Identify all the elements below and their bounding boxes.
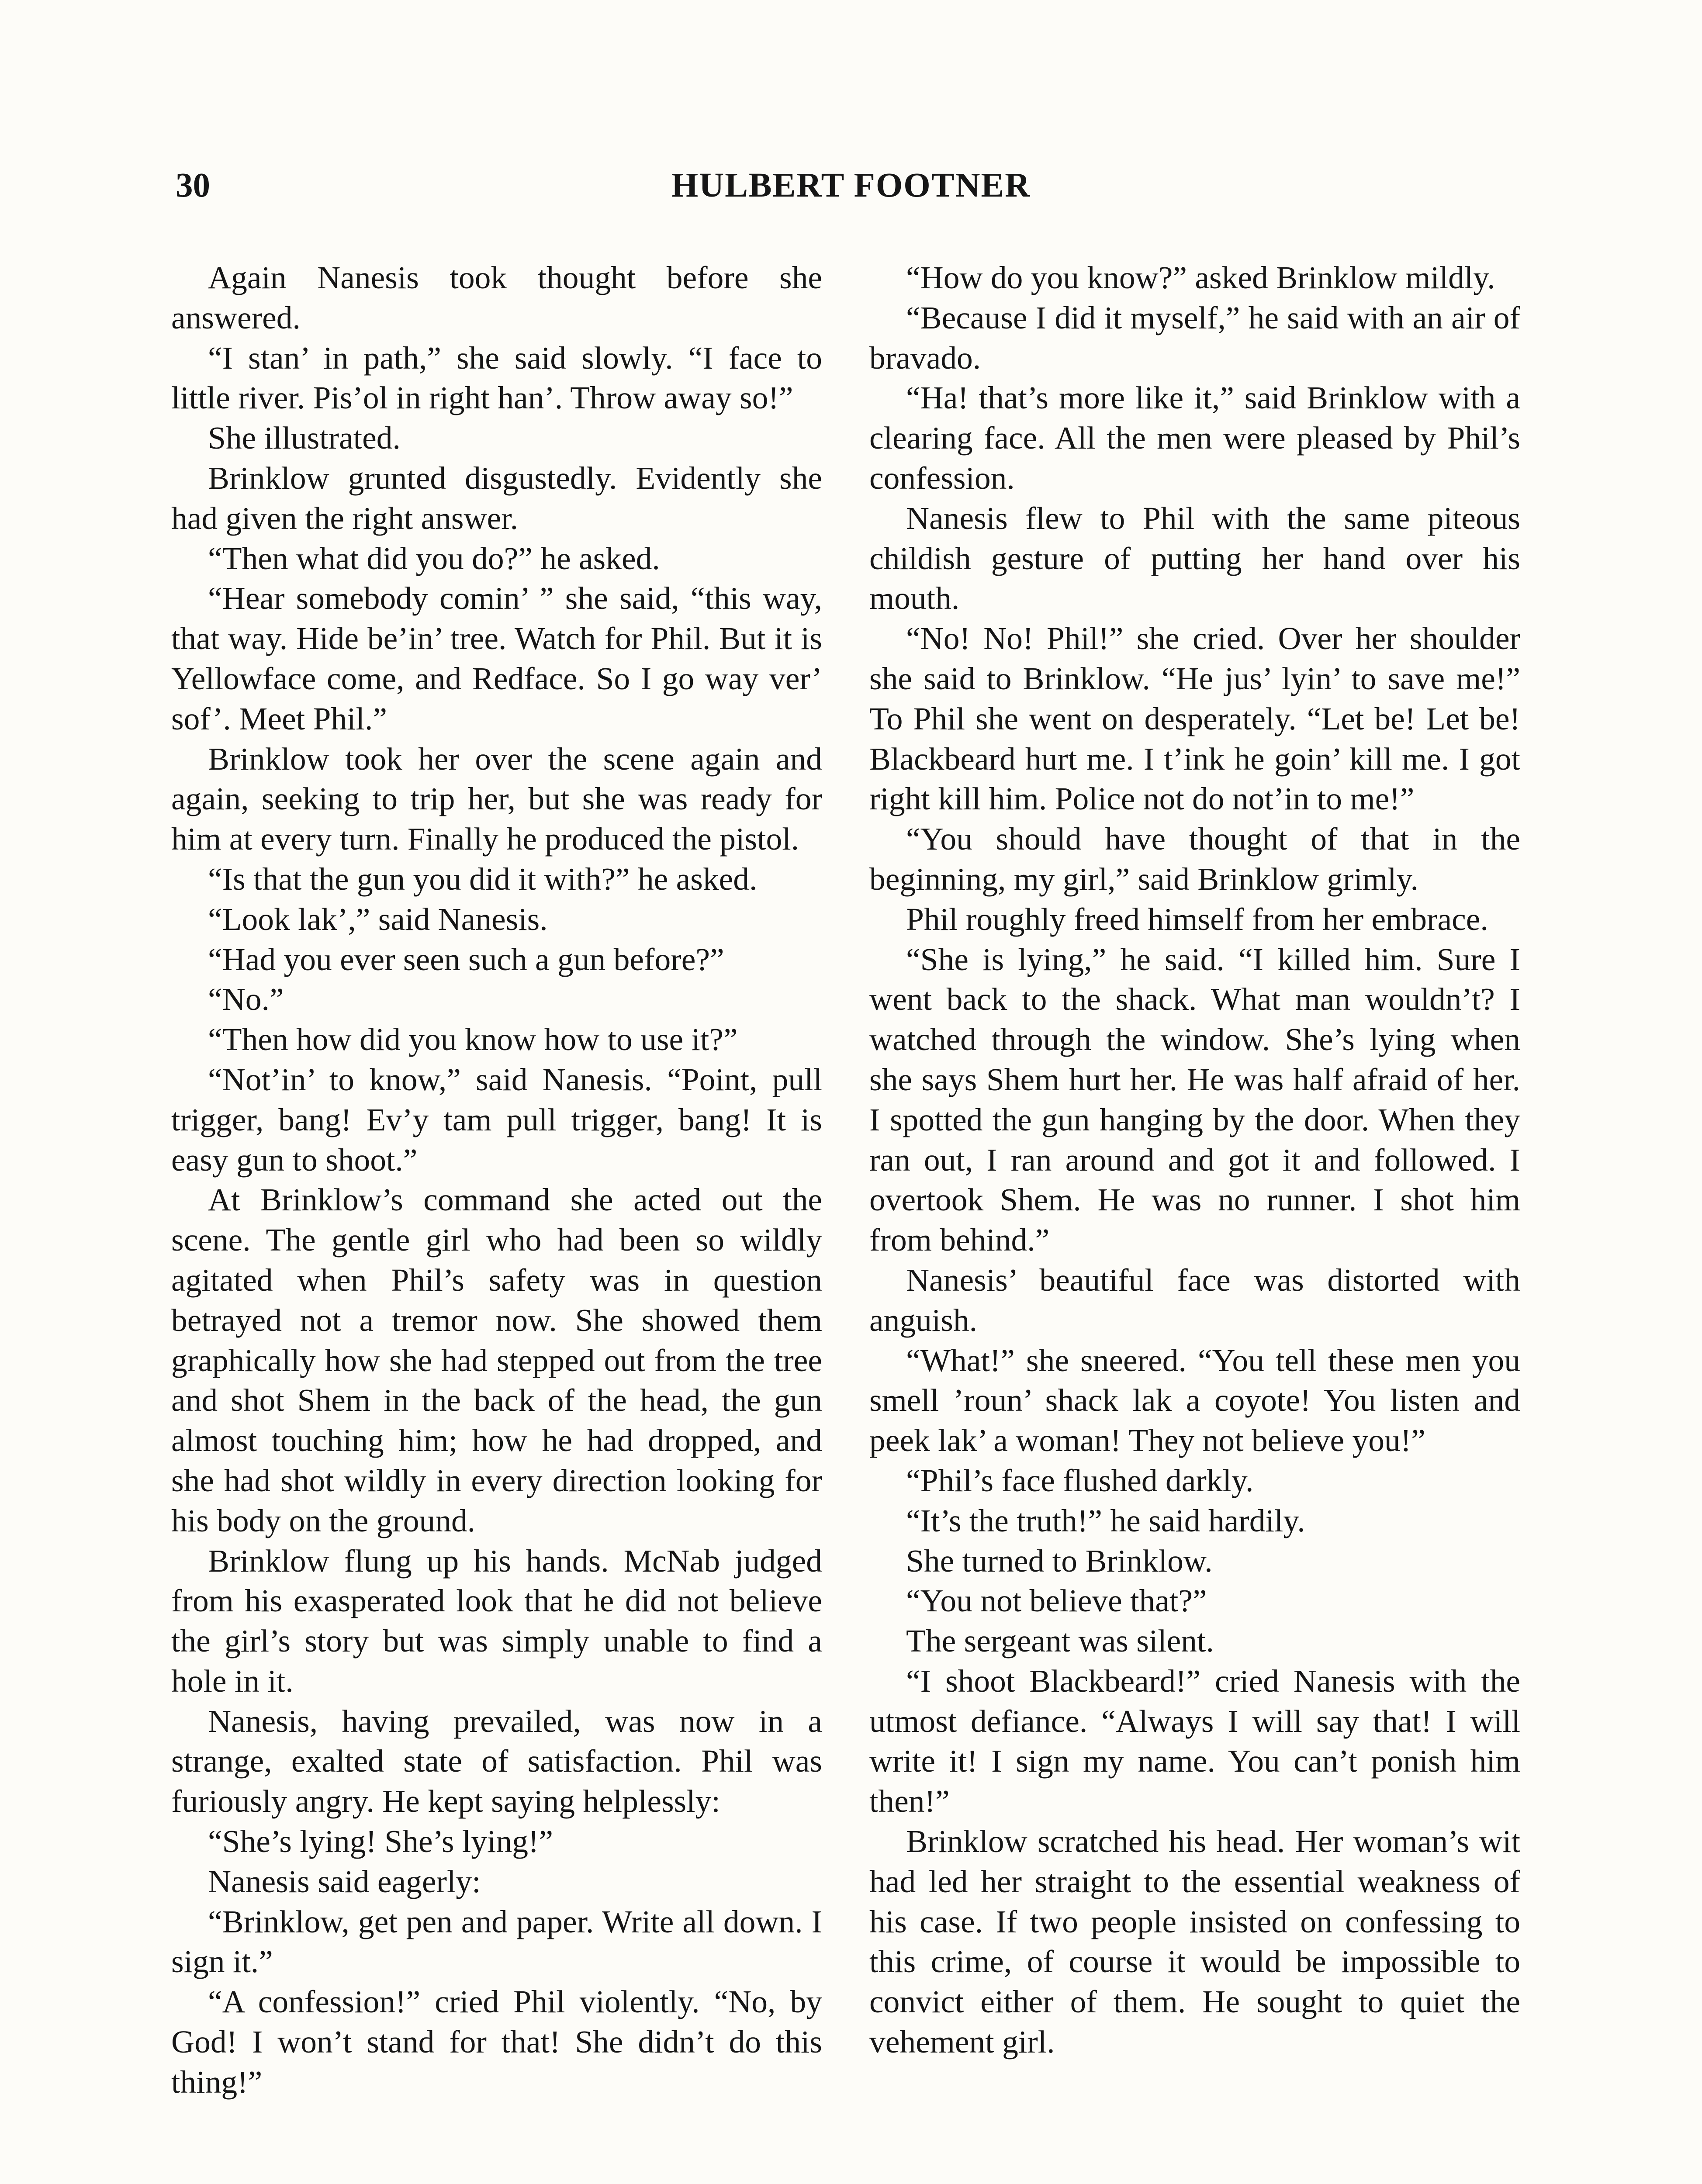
paragraph: “Had you ever seen such a gun before?” [208, 941, 724, 977]
paragraph: “Then how did you know how to use it?” [208, 1022, 738, 1057]
paragraph: “Is that the gun you did it with?” he asked. [208, 861, 758, 897]
paragraph: Brinklow flung up his hands. McNab judged from his exasperated look that he did not believe the girl’s story but was simply unable to find a hole in it. [171, 1543, 822, 1699]
paragraph: Brinklow grunted disgustedly. Evidently she had given the right answer. [171, 460, 822, 536]
paragraph: “What!” she sneered. “You tell these men you smell ’roun’ shack lak a coyote! You listen and peek lak’ a woman! They not believe you!” [869, 1342, 1520, 1458]
paragraph: “How do you know?” asked Brinklow mildly. [906, 260, 1495, 295]
paragraph: Phil roughly freed himself from her embrace. [906, 901, 1488, 937]
paragraph: Brinklow took her over the scene again and again, seeking to trip her, but she was ready for him at every turn. Finally he produced the pistol. [171, 741, 822, 857]
paragraph: Nanesis said eagerly: [208, 1863, 481, 1899]
paragraph: “Brinklow, get pen and paper. Write all down. I sign it.” [171, 1904, 822, 1980]
paragraph: Brinklow scratched his head. Her woman’s wit had led her straight to the essential weakness of his case. If two people insisted on confessing to this crime, of course it would be impossible to convict either of them. He sought to quiet the vehement girl. [869, 1824, 1520, 2060]
paragraph: “Look lak’,” said Nanesis. [208, 901, 548, 937]
paragraph: “You not believe that?” [906, 1583, 1207, 1619]
paragraph: Nanesis, having prevailed, was now in a strange, exalted state of satisfaction. Phil was furiously angry. He kept saying helplessly: [171, 1703, 822, 1819]
paragraph: “Then what did you do?” he asked. [208, 540, 660, 576]
paragraph: “You should have thought of that in the beginning, my girl,” said Brinklow grimly. [869, 821, 1520, 897]
paragraph: “Hear somebody comin’ ” she said, “this way, that way. Hide be’in’ tree. Watch for Phil. But it is Yellowface come, and Redface. So I go way ver’ sof’. Meet Phil.” [171, 581, 822, 736]
paragraph: Again Nanesis took thought before she answered. [171, 260, 822, 335]
page-number: 30 [176, 166, 210, 204]
paragraph: “It’s the truth!” he said hardily. [906, 1503, 1305, 1538]
left-column [171, 258, 822, 2102]
paragraph: “Ha! that’s more like it,” said Brinklow with a clearing face. All the men were pleased by Phil’s confession. [869, 380, 1520, 496]
right-column [869, 258, 1520, 2062]
paragraph: “I shoot Blackbeard!” cried Nanesis with the utmost defiance. “Always I will say that! I will write it! I sign my name. You can’t ponish him then!” [869, 1663, 1520, 1819]
paragraph: At Brinklow’s command she acted out the scene. The gentle girl who had been so wildly agitated when Phil’s safety was in question betrayed not a tremor now. She showed them graphically how she had stepped out from the tree and shot Shem in the back of the head, the gun almost touching him; how he had dropped, and she had shot wildly in every direction looking for his body on the ground. [171, 1182, 822, 1538]
paragraph: “Because I did it myself,” he said with an air of bravado. [869, 300, 1520, 376]
paragraph: “Not’in’ to know,” said Nanesis. “Point, pull trigger, bang! Ev’y tam pull trigger, bang! It is easy gun to shoot.” [171, 1061, 822, 1178]
running-head: HULBERT FOOTNER [671, 166, 1031, 204]
paragraph: “No.” [208, 981, 284, 1017]
paragraph: She turned to Brinklow. [906, 1543, 1213, 1579]
paragraph: Nanesis flew to Phil with the same piteous childish gesture of putting her hand over his mouth. [869, 500, 1520, 616]
paragraph: The sergeant was silent. [906, 1623, 1214, 1659]
paragraph: She illustrated. [208, 420, 401, 456]
paragraph: “I stan’ in path,” she said slowly. “I face to little river. Pis’ol in right han’. Throw away so!” [171, 340, 822, 416]
paragraph: “A confession!” cried Phil violently. “No, by God! I won’t stand for that! She didn’t do this thing!” [171, 1984, 822, 2100]
paragraph: Nanesis’ beautiful face was distorted with anguish. [869, 1262, 1520, 1338]
paragraph: “She is lying,” he said. “I killed him. Sure I went back to the shack. What man wouldn’t? I watched through the window. She’s lying when she says Shem hurt her. He was half afraid of her. I spotted the gun hanging by the door. When they ran out, I ran around and got it and followed. I overtook Shem. He was no runner. I shot him from behind.” [869, 941, 1520, 1258]
paragraph: “No! No! Phil!” she cried. Over her shoulder she said to Brinklow. “He jus’ lyin’ to save me!” To Phil she went on desperately. “Let be! Let be! Blackbeard hurt me. I t’ink he goin’ kill me. I got right kill him. Police not do not’in to me!” [869, 621, 1520, 817]
paragraph: “Phil’s face flushed darkly. [906, 1462, 1254, 1498]
paragraph: “She’s lying! She’s lying!” [208, 1824, 553, 1859]
